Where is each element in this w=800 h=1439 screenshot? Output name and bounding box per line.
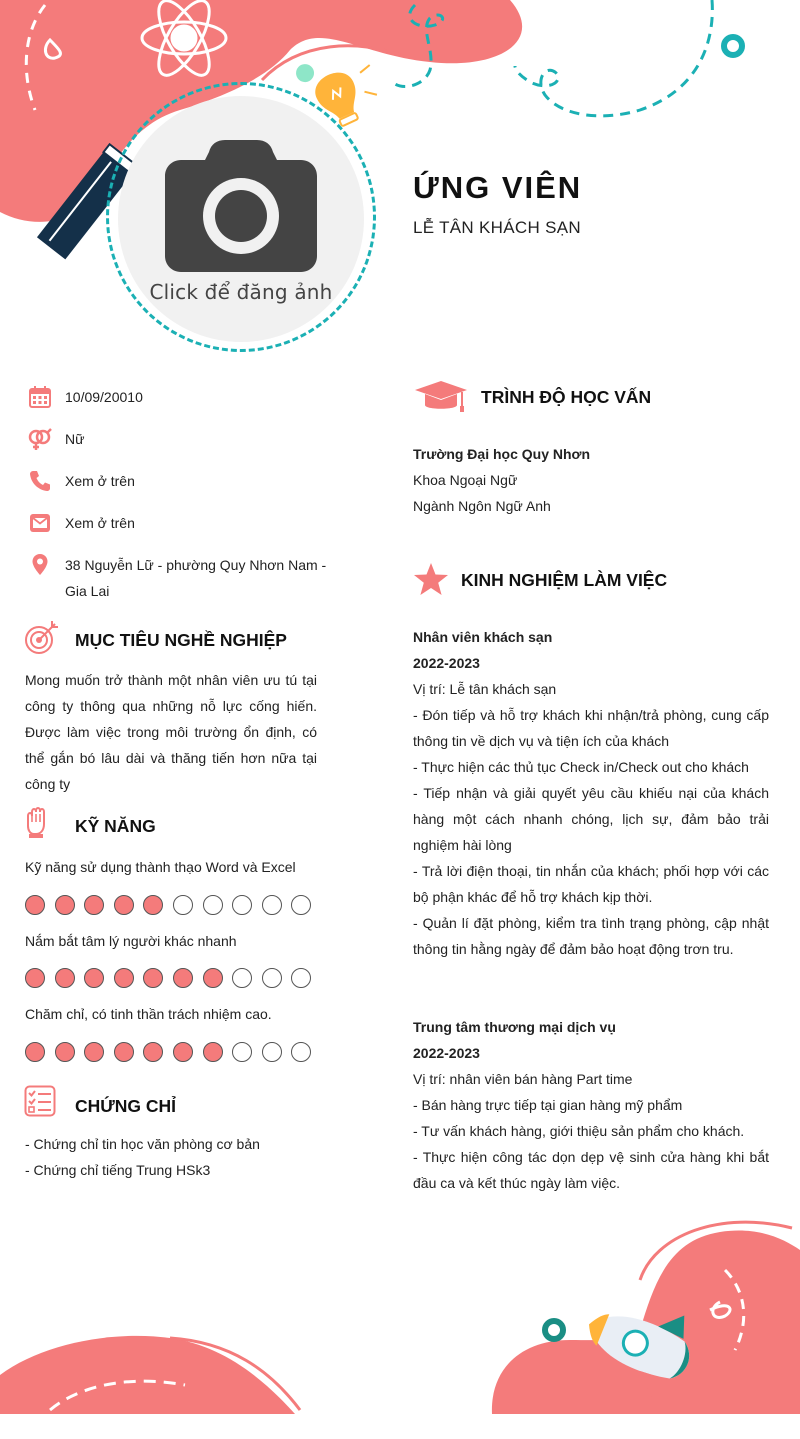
job-company: Nhân viên khách sạn: [413, 629, 553, 645]
fist-icon: [24, 806, 50, 838]
skill-dot-filled: [55, 968, 75, 988]
job-period: 2022-2023: [413, 655, 480, 671]
job-duty: - Bán hàng trực tiếp tại gian hàng mỹ phẩm: [413, 1097, 683, 1113]
skill-rating-1: [25, 895, 321, 915]
camera-icon: [165, 140, 317, 272]
skill-dot-empty: [232, 895, 252, 915]
skill-dot-filled: [203, 1042, 223, 1062]
job-duty: - Quản lí đặt phòng, kiểm tra tình trạng phòng, cập nhật thông tin hằng ngày để đảm bảo hoạt động trơn tru.: [413, 915, 769, 957]
skill-dot-filled: [114, 968, 134, 988]
objective-title: MỤC TIÊU NGHỀ NGHIỆP: [75, 629, 287, 650]
location-icon: [28, 553, 52, 577]
skill-dot-empty: [262, 1042, 282, 1062]
job-entry-2: [413, 1014, 769, 1196]
skill-dot-empty: [291, 895, 311, 915]
skill-dot-filled: [143, 968, 163, 988]
email-text: Xem ở trên: [65, 515, 135, 531]
skill-dot-filled: [203, 968, 223, 988]
contact-list: [28, 384, 328, 620]
skill-dot-filled: [84, 968, 104, 988]
skill-dot-filled: [25, 895, 45, 915]
skill-dot-empty: [232, 968, 252, 988]
job-duty: - Thực hiện các thủ tục Check in/Check out cho khách: [413, 759, 749, 775]
education-body: [413, 441, 773, 519]
target-icon: [24, 619, 60, 655]
photo-label: Click để đăng ảnh: [149, 280, 333, 304]
job-duty: - Đón tiếp và hỗ trợ khách khi nhận/trả phòng, cung cấp thông tin về dịch vụ và tiện ích của khách: [413, 707, 769, 749]
objective-text: Mong muốn trở thành một nhân viên ưu tú tại công ty thông qua những nỗ lực cống hiến. Được làm việc trong môi trường ổn định, có thể gắn bó lâu dài và thăng tiến hơn nữa tại công ty: [25, 672, 317, 792]
skill-dot-empty: [291, 968, 311, 988]
skill-name-2: Nắm bắt tâm lý người khác nhanh: [25, 933, 237, 949]
skill-name-1: Kỹ năng sử dụng thành thạo Word và Excel: [25, 859, 296, 875]
job-position: Vị trí: Lễ tân khách sạn: [413, 681, 557, 697]
skill-dot-filled: [143, 895, 163, 915]
experience-title: KINH NGHIỆM LÀM VIỆC: [461, 569, 668, 590]
bottom-right-decoration: [480, 1210, 800, 1414]
school-name: Trường Đại học Quy Nhơn: [413, 446, 591, 462]
skill-dot-filled: [55, 1042, 75, 1062]
certificate-item: - Chứng chỉ tiếng Trung HSk3: [25, 1162, 211, 1178]
education-title: TRÌNH ĐỘ HỌC VẤN: [481, 386, 652, 407]
phone-text: Xem ở trên: [65, 473, 135, 489]
job-entry-1: [413, 624, 769, 962]
job-duty: - Tư vấn khách hàng, giới thiệu sản phẩm cho khách.: [413, 1123, 745, 1139]
job-company: Trung tâm thương mại dịch vụ: [413, 1019, 616, 1035]
skills-title: KỸ NĂNG: [75, 815, 156, 836]
job-position: Vị trí: nhân viên bán hàng Part time: [413, 1071, 633, 1087]
skill-dot-filled: [114, 1042, 134, 1062]
birthday-text: 10/09/20010: [65, 389, 143, 405]
gender-icon: [28, 427, 52, 451]
job-duty: - Tiếp nhận và giải quyết yêu cầu khiếu nại của khách hàng một cách nhanh chóng, lịch sự, đảm bảo trải nghiệm hài lòng: [413, 785, 769, 853]
star-icon: [413, 562, 449, 598]
calendar-icon: [28, 385, 52, 409]
contact-phone: [28, 468, 328, 494]
contact-gender: [28, 426, 328, 452]
skill-dot-empty: [173, 895, 193, 915]
job-title: LỄ TÂN KHÁCH SẠN: [413, 218, 581, 237]
education-heading: [413, 380, 651, 414]
certificates-title: CHỨNG CHỈ: [75, 1096, 177, 1116]
skill-rating-3: [25, 1042, 321, 1062]
skill-dot-empty: [262, 895, 282, 915]
contact-email: [28, 510, 328, 536]
skill-dot-filled: [114, 895, 134, 915]
skill-dot-filled: [143, 1042, 163, 1062]
skill-name-3: Chăm chỉ, có tinh thần trách nhiệm cao.: [25, 1006, 272, 1022]
email-icon: [28, 511, 52, 535]
job-period: 2022-2023: [413, 1045, 480, 1061]
skill-dot-filled: [173, 1042, 193, 1062]
gender-text: Nữ: [65, 431, 85, 447]
skill-dot-empty: [203, 895, 223, 915]
certificates-heading: [24, 1084, 176, 1117]
top-decoration: [0, 0, 800, 360]
candidate-name: ỨNG VIÊN: [413, 170, 583, 205]
bottom-left-decoration: [0, 1330, 320, 1414]
address-text: 38 Nguyễn Lữ - phường Quy Nhơn Nam - Gia Lai: [65, 557, 327, 599]
checklist-icon: [24, 1085, 56, 1117]
major: Ngành Ngôn Ngữ Anh: [413, 498, 551, 514]
job-duty: - Trả lời điện thoại, tin nhắn của khách; phối hợp với các bộ phận khác để hỗ trợ khách kịp thời.: [413, 863, 769, 905]
faculty: Khoa Ngoại Ngữ: [413, 472, 518, 488]
skill-dot-empty: [262, 968, 282, 988]
contact-address: [28, 552, 328, 604]
skill-dot-filled: [25, 1042, 45, 1062]
skill-dot-filled: [84, 895, 104, 915]
phone-icon: [28, 469, 52, 493]
contact-birthday: [28, 384, 328, 410]
certificates-list: [25, 1131, 325, 1183]
skill-rating-2: [25, 968, 321, 988]
skill-dot-filled: [84, 1042, 104, 1062]
skill-dot-filled: [25, 968, 45, 988]
experience-heading: [413, 562, 667, 598]
skill-dot-filled: [173, 968, 193, 988]
job-duty: - Thực hiện công tác dọn dẹp vệ sinh cửa hàng khi bắt đầu ca và kết thúc ngày làm việc.: [413, 1149, 769, 1191]
skill-dot-empty: [232, 1042, 252, 1062]
certificate-item: - Chứng chỉ tin học văn phòng cơ bản: [25, 1136, 260, 1152]
objective-heading: [24, 619, 287, 655]
photo-upload[interactable]: [118, 96, 364, 342]
skill-dot-filled: [55, 895, 75, 915]
skills-heading: [24, 806, 156, 838]
skill-dot-empty: [291, 1042, 311, 1062]
graduation-cap-icon: [413, 380, 469, 414]
